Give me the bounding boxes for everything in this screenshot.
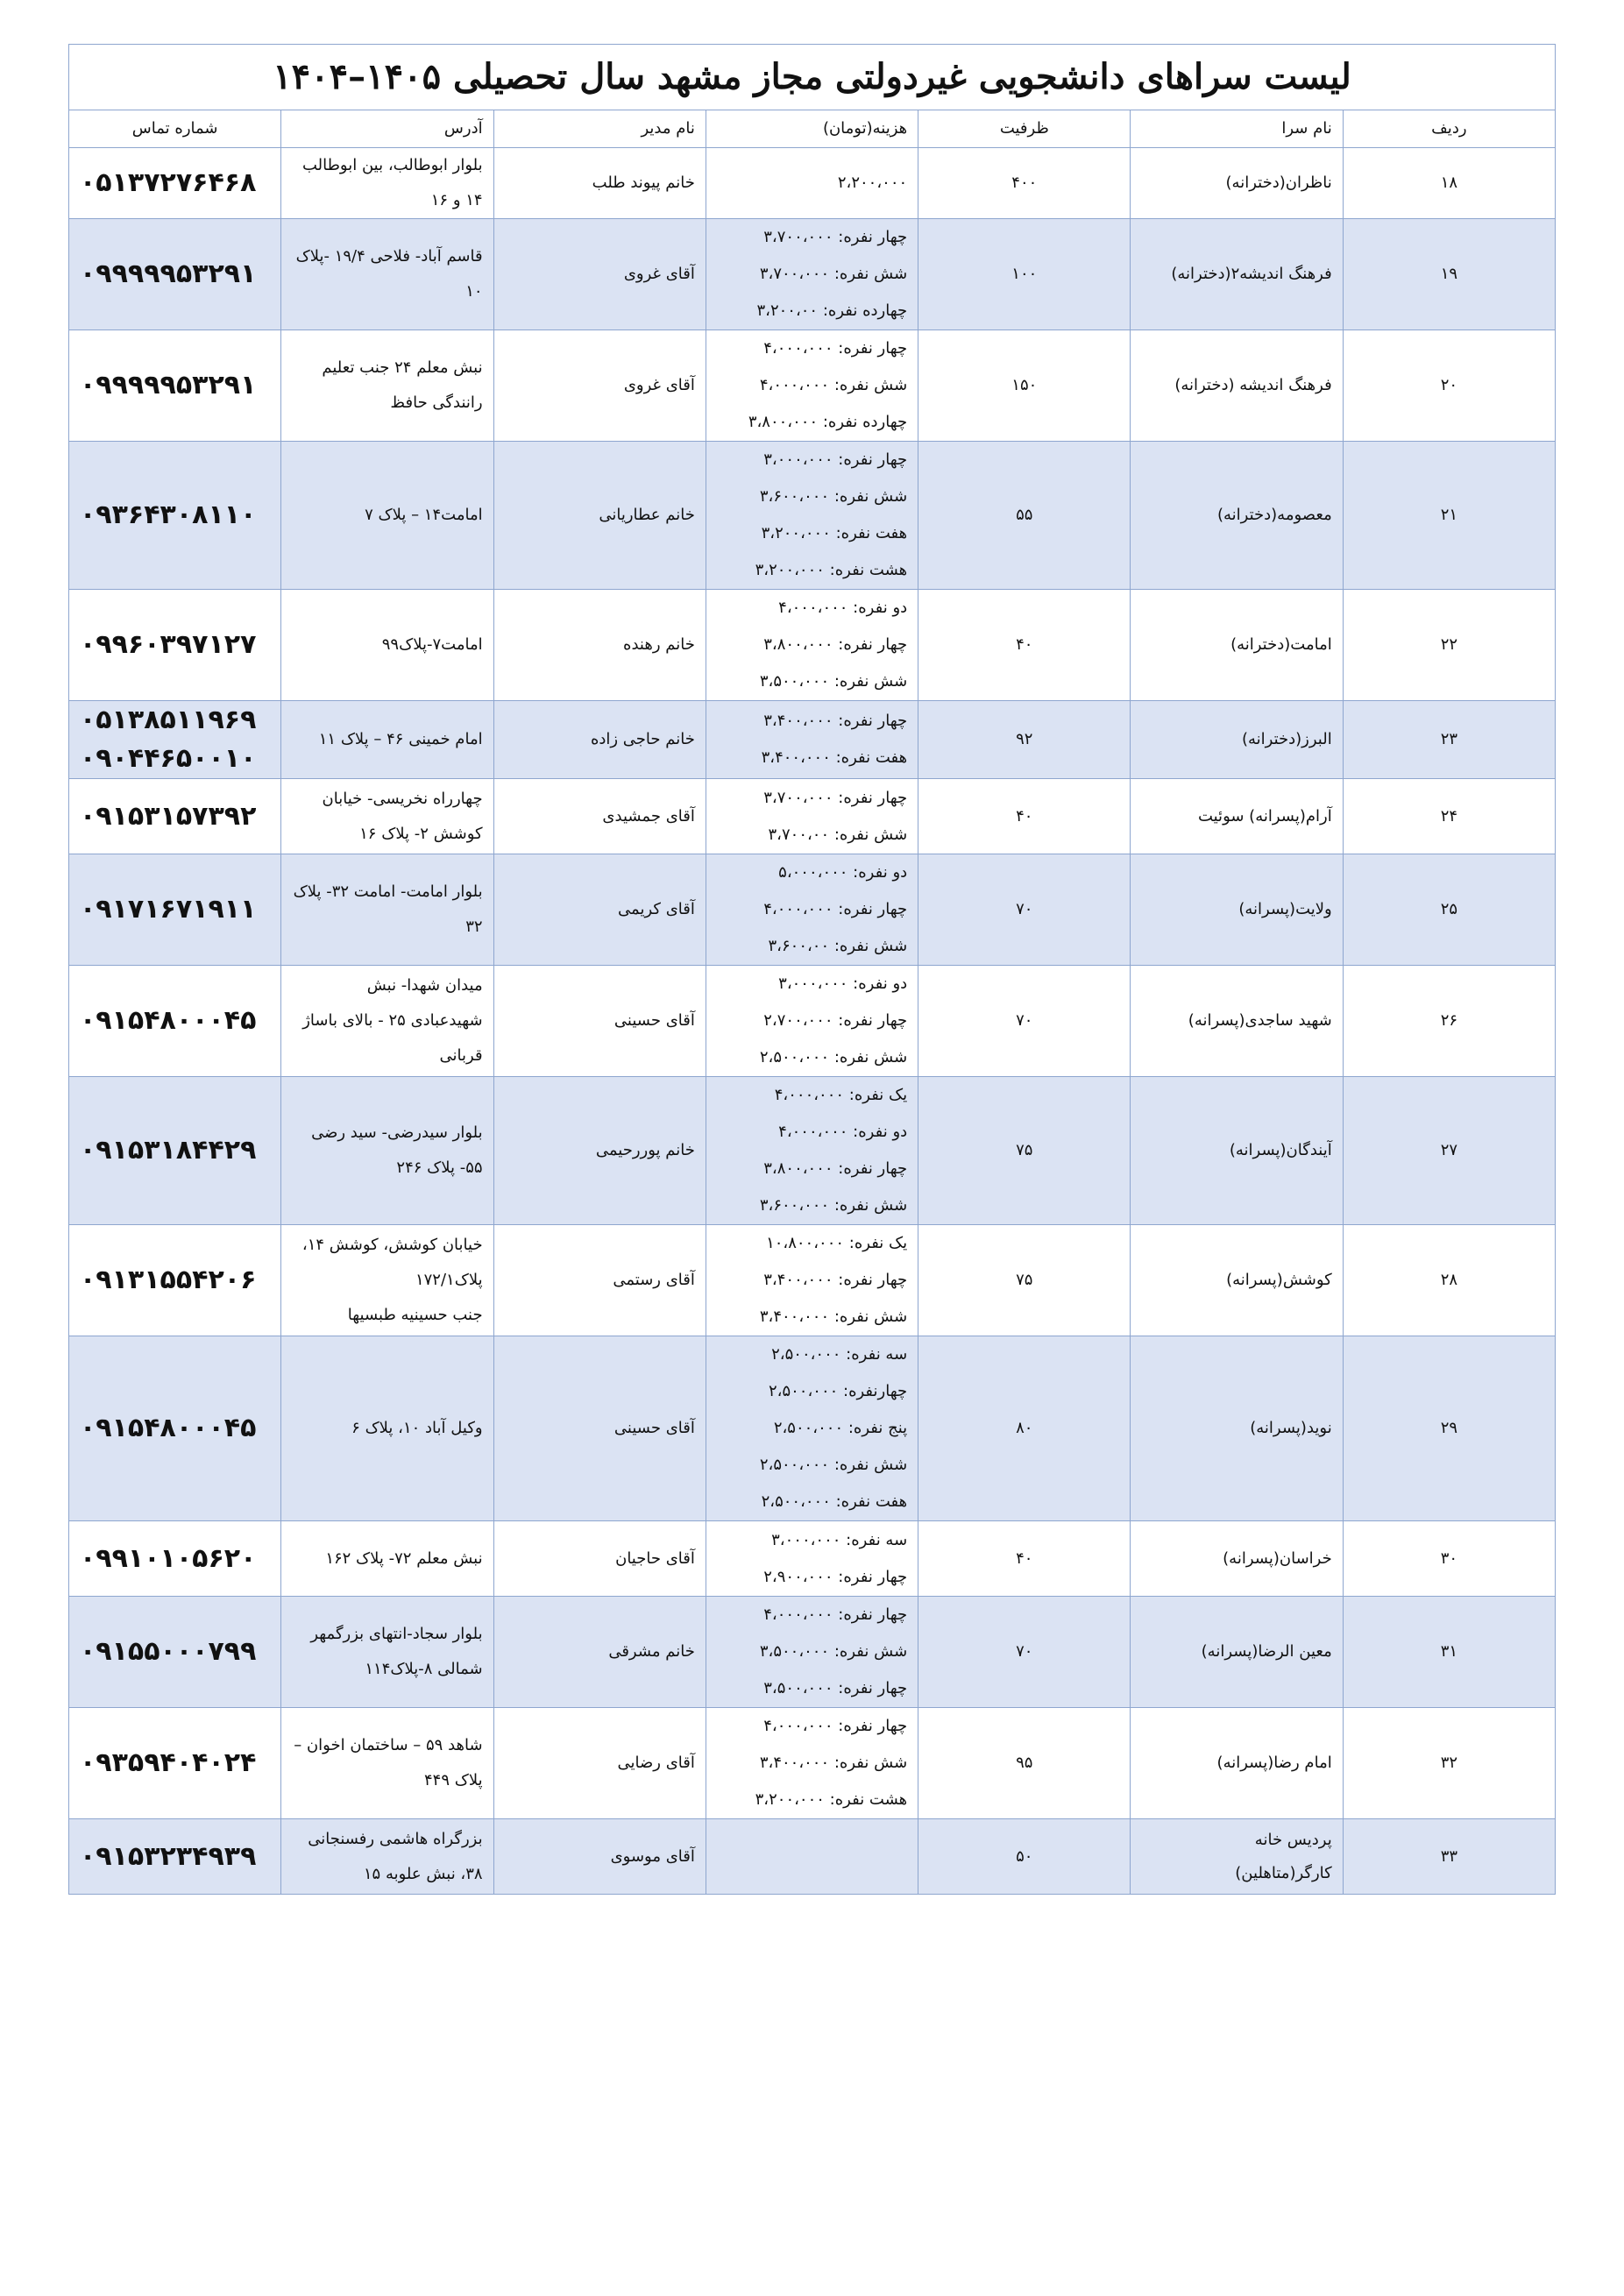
hostel-name-line: فرهنگ اندیشه۲(دخترانه) — [1171, 265, 1332, 283]
phone-cell — [69, 779, 281, 854]
row-index: ۲۷ — [1343, 1077, 1555, 1225]
table-row — [69, 1336, 1556, 1521]
cost-line: یک نفره: ۱۰،۸۰۰،۰۰۰ — [766, 1234, 908, 1252]
table-row — [69, 1708, 1556, 1819]
table-row — [69, 219, 1556, 330]
phone-number: ۰۹۱۵۳۱۵۷۳۹۲ — [80, 800, 257, 832]
phone-number: ۰۹۱۵۴۸۰۰۰۴۵ — [80, 1005, 257, 1036]
cost-cell — [706, 1336, 918, 1521]
address-line: قربانی — [439, 1046, 483, 1065]
cost-cell — [706, 1521, 918, 1597]
header-phone: شماره تماس — [69, 110, 281, 148]
address-line: وکیل آباد ۱۰، پلاک ۶ — [351, 1419, 483, 1437]
phone-cell — [69, 442, 281, 590]
cost-line: سه نفره: ۳،۰۰۰،۰۰۰ — [771, 1530, 908, 1549]
cost-cell — [706, 148, 918, 219]
hostel-name-line: امامت(دخترانه) — [1230, 635, 1332, 654]
cost-cell — [706, 701, 918, 779]
phone-number: ۰۹۹۹۹۹۵۳۲۹۱ — [80, 259, 257, 289]
table-row — [69, 148, 1556, 219]
table-row — [69, 1225, 1556, 1336]
hostel-name-line: معصومه(دخترانه) — [1216, 506, 1332, 524]
hostel-name — [1131, 1336, 1343, 1521]
hostel-name-line: ولایت(پسرانه) — [1238, 900, 1332, 918]
row-index: ۱۹ — [1343, 219, 1555, 330]
capacity-value: ۴۰ — [918, 779, 1131, 854]
hostel-name-line: ناظران(دخترانه) — [1225, 174, 1332, 192]
row-index: ۲۹ — [1343, 1336, 1555, 1521]
cost-line: شش نفره: ۳،۶۰۰،۰۰ — [768, 937, 908, 955]
row-index: ۳۳ — [1343, 1819, 1555, 1895]
phone-number: ۰۵۱۳۸۵۱۱۹۶۹ — [80, 705, 257, 735]
address-line: بلوار سجاد-انتهای بزرگمهر شمالی ۸-پلاک۱۱۴ — [310, 1625, 483, 1678]
cost-line: چهار نفره: ۳،۷۰۰،۰۰۰ — [763, 788, 908, 807]
address-line: شاهد ۵۹ – ساختمان اخوان – پلاک ۴۴۹ — [294, 1736, 483, 1789]
capacity-value: ۷۵ — [918, 1077, 1131, 1225]
header-name: نام سرا — [1131, 110, 1343, 148]
table-row — [69, 1819, 1556, 1895]
hostel-name-line: نوید(پسرانه) — [1250, 1419, 1332, 1437]
address-line: بلوار امامت- امامت ۳۲- پلاک ۳۲ — [293, 882, 483, 936]
cost-line: دو نفره: ۴،۰۰۰،۰۰۰ — [778, 599, 908, 617]
address-line: امامت۷-پلاک۹۹ — [381, 635, 483, 654]
row-index: ۲۳ — [1343, 701, 1555, 779]
phone-cell — [69, 1708, 281, 1819]
address-cell — [281, 701, 493, 779]
table-row — [69, 779, 1556, 854]
cost-cell — [706, 442, 918, 590]
address-line: بلوار سیدرضی- سید رضی ۵۵- پلاک ۲۴۶ — [311, 1123, 483, 1177]
cost-line: چهار نفره: ۳،۸۰۰،۰۰۰ — [763, 1159, 908, 1178]
cost-line: چهارده نفره: ۳،۸۰۰،۰۰۰ — [748, 413, 908, 431]
cost-line: چهار نفره: ۳،۸۰۰،۰۰۰ — [763, 635, 908, 654]
table-row — [69, 330, 1556, 442]
cost-cell — [706, 1819, 918, 1895]
address-cell — [281, 1819, 493, 1895]
manager-name: خانم حاجی زاده — [493, 701, 706, 779]
cost-cell — [706, 1225, 918, 1336]
hostel-name — [1131, 219, 1343, 330]
table-row — [69, 966, 1556, 1077]
cost-line: دو نفره: ۵،۰۰۰،۰۰۰ — [778, 863, 908, 882]
phone-cell — [69, 1077, 281, 1225]
cost-line: چهارده نفره: ۳،۲۰۰،۰۰ — [756, 301, 908, 320]
phone-cell — [69, 1819, 281, 1895]
cost-line: چهار نفره: ۴،۰۰۰،۰۰۰ — [763, 339, 908, 358]
cost-line: شش نفره: ۳،۶۰۰،۰۰۰ — [759, 1196, 908, 1215]
cost-line: هشت نفره: ۳،۲۰۰،۰۰۰ — [755, 561, 908, 579]
manager-name: خانم رهنده — [493, 590, 706, 701]
address-line: قاسم آباد- فلاحی ۱۹/۴ -پلاک ۱۰ — [295, 247, 483, 301]
row-index: ۳۲ — [1343, 1708, 1555, 1819]
capacity-value: ۹۵ — [918, 1708, 1131, 1819]
cost-line: هفت نفره: ۲،۵۰۰،۰۰۰ — [761, 1492, 908, 1511]
cost-cell — [706, 330, 918, 442]
phone-cell — [69, 701, 281, 779]
cost-line: چهار نفره: ۳،۵۰۰،۰۰۰ — [763, 1679, 908, 1697]
capacity-value: ۱۵۰ — [918, 330, 1131, 442]
manager-name: آقای رستمی — [493, 1225, 706, 1336]
manager-name: آقای حاجیان — [493, 1521, 706, 1597]
manager-name: آقای حسینی — [493, 1336, 706, 1521]
cost-line: ۲،۲۰۰،۰۰۰ — [837, 174, 908, 192]
hostel-name — [1131, 1225, 1343, 1336]
address-line: امامت۱۴ – پلاک ۷ — [365, 506, 483, 524]
capacity-value: ۵۰ — [918, 1819, 1131, 1895]
address-line: خیابان کوشش، کوشش ۱۴، پلاک۱۷۲/۱ — [301, 1236, 483, 1289]
hostel-name — [1131, 966, 1343, 1077]
capacity-value: ۷۰ — [918, 966, 1131, 1077]
cost-line: شش نفره: ۲،۵۰۰،۰۰۰ — [759, 1456, 908, 1474]
phone-cell — [69, 148, 281, 219]
address-cell — [281, 1225, 493, 1336]
cost-cell — [706, 590, 918, 701]
address-cell — [281, 1708, 493, 1819]
manager-name: آقای حسینی — [493, 966, 706, 1077]
row-index: ۲۰ — [1343, 330, 1555, 442]
hostel-name-line: معین الرضا(پسرانه) — [1201, 1642, 1332, 1661]
row-index: ۲۱ — [1343, 442, 1555, 590]
cost-cell — [706, 1077, 918, 1225]
cost-line: چهار نفره: ۴،۰۰۰،۰۰۰ — [763, 1717, 908, 1735]
cost-cell — [706, 854, 918, 966]
manager-name: آقای غروی — [493, 219, 706, 330]
header-cost: هزینه(تومان) — [706, 110, 918, 148]
address-cell — [281, 1597, 493, 1708]
phone-number: ۰۹۱۵۳۲۳۴۹۳۹ — [80, 1840, 257, 1872]
hostel-name-line: امام رضا(پسرانه) — [1216, 1754, 1332, 1772]
cost-cell — [706, 966, 918, 1077]
phone-number: ۰۹۹۹۹۹۵۳۲۹۱ — [80, 370, 257, 400]
hostel-name — [1131, 330, 1343, 442]
table-body — [69, 148, 1556, 1895]
manager-name: خانم پیوند طلب — [493, 148, 706, 219]
address-cell — [281, 219, 493, 330]
hostel-name-line: فرهنگ اندیشه (دخترانه) — [1174, 376, 1332, 394]
phone-cell — [69, 590, 281, 701]
cost-line: شش نفره: ۳،۵۰۰،۰۰۰ — [759, 672, 908, 691]
table-row — [69, 442, 1556, 590]
manager-name: آقای رضایی — [493, 1708, 706, 1819]
cost-line: چهار نفره: ۴،۰۰۰،۰۰۰ — [763, 900, 908, 918]
table-row — [69, 1597, 1556, 1708]
cost-line: شش نفره: ۳،۷۰۰،۰۰۰ — [759, 265, 908, 283]
hostel-name-line: البرز(دخترانه) — [1241, 730, 1332, 748]
phone-cell — [69, 330, 281, 442]
hostel-name — [1131, 148, 1343, 219]
capacity-value: ۴۰ — [918, 590, 1131, 701]
page-title: لیست سراهای دانشجویی غیردولتی مجاز مشهد سال تحصیلی ۱۴۰۵–۱۴۰۴ — [69, 45, 1556, 110]
capacity-value: ۸۰ — [918, 1336, 1131, 1521]
address-cell — [281, 854, 493, 966]
cost-line: شش نفره: ۴،۰۰۰،۰۰۰ — [759, 376, 908, 394]
hostel-table — [68, 44, 1556, 1895]
header-manager: نام مدیر — [493, 110, 706, 148]
address-cell — [281, 1077, 493, 1225]
row-index: ۳۱ — [1343, 1597, 1555, 1708]
hostel-name — [1131, 1077, 1343, 1225]
address-cell — [281, 1336, 493, 1521]
row-index: ۲۸ — [1343, 1225, 1555, 1336]
capacity-value: ۴۰ — [918, 1521, 1131, 1597]
cost-cell — [706, 219, 918, 330]
table-row — [69, 590, 1556, 701]
manager-name: آقای غروی — [493, 330, 706, 442]
cost-cell — [706, 779, 918, 854]
address-cell — [281, 779, 493, 854]
capacity-value: ۹۲ — [918, 701, 1131, 779]
capacity-value: ۵۵ — [918, 442, 1131, 590]
hostel-name — [1131, 590, 1343, 701]
capacity-value: ۷۰ — [918, 854, 1131, 966]
cost-line: شش نفره: ۳،۵۰۰،۰۰۰ — [759, 1642, 908, 1661]
cost-line: هفت نفره: ۳،۲۰۰،۰۰۰ — [761, 524, 908, 542]
cost-line: یک نفره: ۴،۰۰۰،۰۰۰ — [774, 1086, 908, 1104]
hostel-name — [1131, 779, 1343, 854]
phone-cell — [69, 854, 281, 966]
address-line: امام خمینی ۴۶ – پلاک ۱۱ — [318, 730, 483, 748]
cost-line: هفت نفره: ۳،۴۰۰،۰۰۰ — [761, 748, 908, 767]
capacity-value: ۷۰ — [918, 1597, 1131, 1708]
cost-line: شش نفره: ۳،۴۰۰،۰۰۰ — [759, 1307, 908, 1326]
cost-line: شش نفره: ۳،۴۰۰،۰۰۰ — [759, 1754, 908, 1772]
row-index: ۲۵ — [1343, 854, 1555, 966]
hostel-name-line: پردیس خانه — [1254, 1830, 1332, 1849]
cost-cell — [706, 1597, 918, 1708]
hostel-name-line: آیندگان(پسرانه) — [1229, 1141, 1332, 1159]
hostel-name-line: کوشش(پسرانه) — [1226, 1271, 1332, 1289]
address-cell — [281, 966, 493, 1077]
cost-line: دو نفره: ۳،۰۰۰،۰۰۰ — [778, 974, 908, 993]
manager-name: خانم مشرقی — [493, 1597, 706, 1708]
phone-cell — [69, 1336, 281, 1521]
manager-name: آقای جمشیدی — [493, 779, 706, 854]
cost-line: چهار نفره: ۴،۰۰۰،۰۰۰ — [763, 1605, 908, 1624]
table-row — [69, 854, 1556, 966]
address-line: میدان شهدا- نبش شهیدعبادی ۲۵ - بالای باساژ — [302, 976, 483, 1030]
header-idx: ردیف — [1343, 110, 1555, 148]
cost-line: هشت نفره: ۳،۲۰۰،۰۰۰ — [755, 1790, 908, 1809]
hostel-name-line: آرام(پسرانه) سوئیت — [1197, 806, 1332, 826]
capacity-value: ۷۵ — [918, 1225, 1131, 1336]
phone-number: ۰۹۱۵۵۰۰۰۷۹۹ — [80, 1636, 257, 1667]
cost-line: چهارنفره: ۲،۵۰۰،۰۰۰ — [768, 1382, 908, 1400]
phone-number: ۰۹۱۳۱۵۵۴۲۰۶ — [80, 1265, 257, 1295]
hostel-name-line: خراسان(پسرانه) — [1223, 1548, 1332, 1568]
hostel-name — [1131, 854, 1343, 966]
cost-line: چهار نفره: ۲،۷۰۰،۰۰۰ — [763, 1011, 908, 1030]
cost-cell — [706, 1708, 918, 1819]
row-index: ۲۴ — [1343, 779, 1555, 854]
address-line: چهارراه نخریسی- خیابان کوشش ۲- پلاک ۱۶ — [322, 789, 483, 843]
hostel-list-sheet — [68, 44, 1556, 1895]
phone-cell — [69, 1597, 281, 1708]
header-address: آدرس — [281, 110, 493, 148]
phone-number: ۰۹۹۶۰۳۹۷۱۲۷ — [80, 629, 257, 660]
manager-name: خانم پوررحیمی — [493, 1077, 706, 1225]
cost-line: پنج نفره: ۲،۵۰۰،۰۰۰ — [773, 1419, 908, 1437]
hostel-name — [1131, 701, 1343, 779]
cost-line: چهار نفره: ۳،۴۰۰،۰۰۰ — [763, 712, 908, 730]
manager-name: خانم عطاریانی — [493, 442, 706, 590]
address-cell — [281, 1521, 493, 1597]
cost-line: چهار نفره: ۲،۹۰۰،۰۰۰ — [763, 1567, 908, 1586]
hostel-name-line: کارگر(متاهلین) — [1235, 1863, 1332, 1882]
address-line: جنب حسینیه طبسیها — [347, 1306, 483, 1324]
table-row — [69, 701, 1556, 779]
row-index: ۲۲ — [1343, 590, 1555, 701]
hostel-name — [1131, 442, 1343, 590]
address-cell — [281, 330, 493, 442]
header-capacity: ظرفیت — [918, 110, 1131, 148]
capacity-value: ۱۰۰ — [918, 219, 1131, 330]
hostel-name — [1131, 1521, 1343, 1597]
hostel-name — [1131, 1597, 1343, 1708]
table-header-row — [69, 110, 1556, 148]
phone-cell — [69, 219, 281, 330]
cost-line: چهار نفره: ۳،۴۰۰،۰۰۰ — [763, 1271, 908, 1289]
cost-line: شش نفره: ۳،۶۰۰،۰۰۰ — [759, 487, 908, 506]
table-row — [69, 1521, 1556, 1597]
phone-number: ۰۹۱۵۴۸۰۰۰۴۵ — [80, 1413, 257, 1443]
cost-line: چهار نفره: ۳،۷۰۰،۰۰۰ — [763, 228, 908, 246]
phone-number: ۰۵۱۳۷۲۷۶۴۶۸ — [80, 167, 257, 198]
address-line: بزرگراه هاشمی رفسنجانی ۳۸، نبش علوبه ۱۵ — [308, 1829, 483, 1883]
phone-cell — [69, 1521, 281, 1597]
phone-number: ۰۹۳۵۹۴۰۴۰۲۴ — [80, 1747, 257, 1778]
phone-number: ۰۹۹۱۰۱۰۵۶۲۰ — [80, 1542, 257, 1574]
row-index: ۳۰ — [1343, 1521, 1555, 1597]
row-index: ۲۶ — [1343, 966, 1555, 1077]
phone-number: ۰۹۱۵۳۱۸۴۴۲۹ — [80, 1135, 257, 1166]
capacity-value: ۴۰۰ — [918, 148, 1131, 219]
cost-line: چهار نفره: ۳،۰۰۰،۰۰۰ — [763, 450, 908, 469]
hostel-name — [1131, 1708, 1343, 1819]
address-cell — [281, 148, 493, 219]
phone-cell — [69, 1225, 281, 1336]
hostel-name — [1131, 1819, 1343, 1895]
table-row — [69, 1077, 1556, 1225]
address-line: نبش معلم ۲۴ جنب تعلیم رانندگی حافظ — [322, 358, 483, 412]
phone-number: ۰۹۱۷۱۶۷۱۹۱۱ — [80, 894, 257, 925]
address-line: نبش معلم ۷۲- پلاک ۱۶۲ — [325, 1548, 483, 1568]
phone-cell — [69, 966, 281, 1077]
manager-name: آقای موسوی — [493, 1819, 706, 1895]
cost-line: شش نفره: ۳،۷۰۰،۰۰ — [768, 825, 908, 844]
cost-line: شش نفره: ۲،۵۰۰،۰۰۰ — [759, 1048, 908, 1067]
hostel-name-line: شهید ساجدی(پسرانه) — [1188, 1011, 1332, 1030]
phone-number: ۰۹۳۶۴۳۰۸۱۱۰ — [80, 500, 257, 530]
address-cell — [281, 442, 493, 590]
manager-name: آقای کریمی — [493, 854, 706, 966]
cost-line: سه نفره: ۲،۵۰۰،۰۰۰ — [771, 1345, 908, 1364]
cost-line: دو نفره: ۴،۰۰۰،۰۰۰ — [778, 1123, 908, 1141]
phone-number: ۰۹۰۴۴۶۵۰۰۱۰ — [80, 743, 257, 774]
address-line: بلوار ابوطالب، بین ابوطالب ۱۴ و ۱۶ — [301, 156, 483, 209]
address-cell — [281, 590, 493, 701]
row-index: ۱۸ — [1343, 148, 1555, 219]
